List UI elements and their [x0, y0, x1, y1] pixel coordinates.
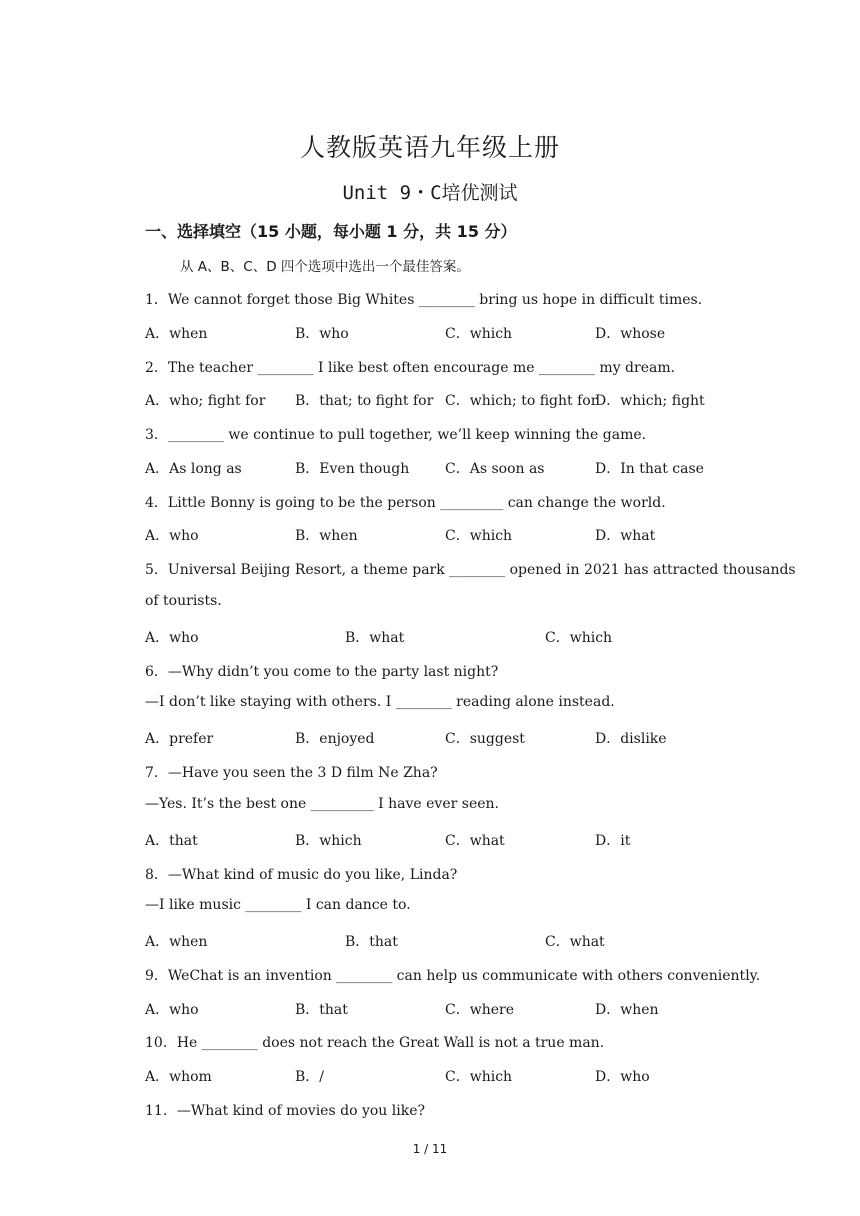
question-5-option-a: A．who	[145, 630, 199, 646]
question-8-option-a: A．when	[145, 934, 208, 950]
question-2-option-a: A．who; fight for	[145, 393, 266, 409]
question-4-option-d: D．what	[595, 528, 656, 544]
question-6-stem: 6．—Why didn’t you come to the party last night?	[145, 664, 499, 680]
question-3-option-d: D．In that case	[595, 461, 704, 477]
question-3-option-b: B．Even though	[295, 461, 410, 477]
question-1-option-a: A．when	[145, 326, 208, 342]
question-11-stem: 11．—What kind of movies do you like?	[145, 1103, 425, 1119]
question-5-stem-continued: of tourists.	[145, 593, 222, 609]
question-2-option-b: B．that; to fight for	[295, 393, 434, 409]
question-6-option-b: B．enjoyed	[295, 731, 375, 747]
question-7-option-a: A．that	[145, 833, 198, 849]
question-7-stem-continued: —Yes. It’s the best one _________ I have ever seen.	[145, 796, 499, 812]
question-6-stem-continued: —I don’t like staying with others. I ________ reading alone instead.	[145, 694, 615, 710]
question-3-option-c: C．As soon as	[445, 461, 545, 477]
question-2-option-c: C．which; to fight for	[445, 393, 598, 409]
question-3-option-a: A．As long as	[145, 461, 242, 477]
question-6-option-a: A．prefer	[145, 731, 214, 747]
question-10-option-a: A．whom	[145, 1069, 212, 1085]
question-9-stem: 9．WeChat is an invention ________ can help us communicate with others conveniently.	[145, 968, 761, 984]
document-title: 人教版英语九年级上册	[299, 133, 560, 162]
question-7-stem: 7．—Have you seen the 3 D film Ne Zha?	[145, 765, 438, 781]
question-2-option-d: D．which; fight	[595, 393, 705, 409]
section-heading: 一、选择填空（15 小题，每小题 1 分，共 15 分）	[145, 222, 517, 241]
question-7-option-b: B．which	[295, 833, 362, 849]
question-8-option-c: C．what	[545, 934, 605, 950]
question-5-stem: 5．Universal Beijing Resort, a theme park ________ opened in 2021 has attracted thousands	[145, 562, 796, 578]
question-4-option-c: C．which	[445, 528, 513, 544]
question-7-option-c: C．what	[445, 833, 505, 849]
question-2-stem: 2．The teacher ________ I like best often encourage me ________ my dream.	[145, 360, 676, 376]
document-subtitle: Unit 9・C培优测试	[342, 182, 518, 204]
question-10-option-b: B．/	[295, 1069, 325, 1085]
question-1-option-c: C．which	[445, 326, 513, 342]
question-10-option-d: D．who	[595, 1069, 650, 1085]
question-7-option-d: D．it	[595, 833, 631, 849]
question-5-option-c: C．which	[545, 630, 613, 646]
question-10-stem: 10．He ________ does not reach the Great Wall is not a true man.	[145, 1035, 605, 1051]
question-9-option-a: A．who	[145, 1002, 199, 1018]
question-5-option-b: B．what	[345, 630, 405, 646]
question-4-option-a: A．who	[145, 528, 199, 544]
question-1-option-d: D．whose	[595, 326, 666, 342]
question-3-stem: 3．________ we continue to pull together, we’ll keep winning the game.	[145, 427, 647, 443]
question-10-option-c: C．which	[445, 1069, 513, 1085]
question-1-option-b: B．who	[295, 326, 349, 342]
question-6-option-d: D．dislike	[595, 731, 667, 747]
question-1-stem: 1．We cannot forget those Big Whites ________ bring us hope in difficult times.	[145, 292, 703, 308]
question-8-stem-continued: —I like music ________ I can dance to.	[145, 897, 411, 913]
question-8-stem: 8．—What kind of music do you like, Linda?	[145, 867, 458, 883]
page-number: 1 / 11	[412, 1142, 448, 1156]
question-4-stem: 4．Little Bonny is going to be the person _________ can change the world.	[145, 495, 666, 511]
question-9-option-b: B．that	[295, 1002, 348, 1018]
question-6-option-c: C．suggest	[445, 731, 525, 747]
question-9-option-d: D．when	[595, 1002, 659, 1018]
section-instruction: 从 A、B、C、D 四个选项中选出一个最佳答案。	[180, 259, 470, 275]
question-4-option-b: B．when	[295, 528, 358, 544]
question-8-option-b: B．that	[345, 934, 398, 950]
question-9-option-c: C．where	[445, 1002, 514, 1018]
